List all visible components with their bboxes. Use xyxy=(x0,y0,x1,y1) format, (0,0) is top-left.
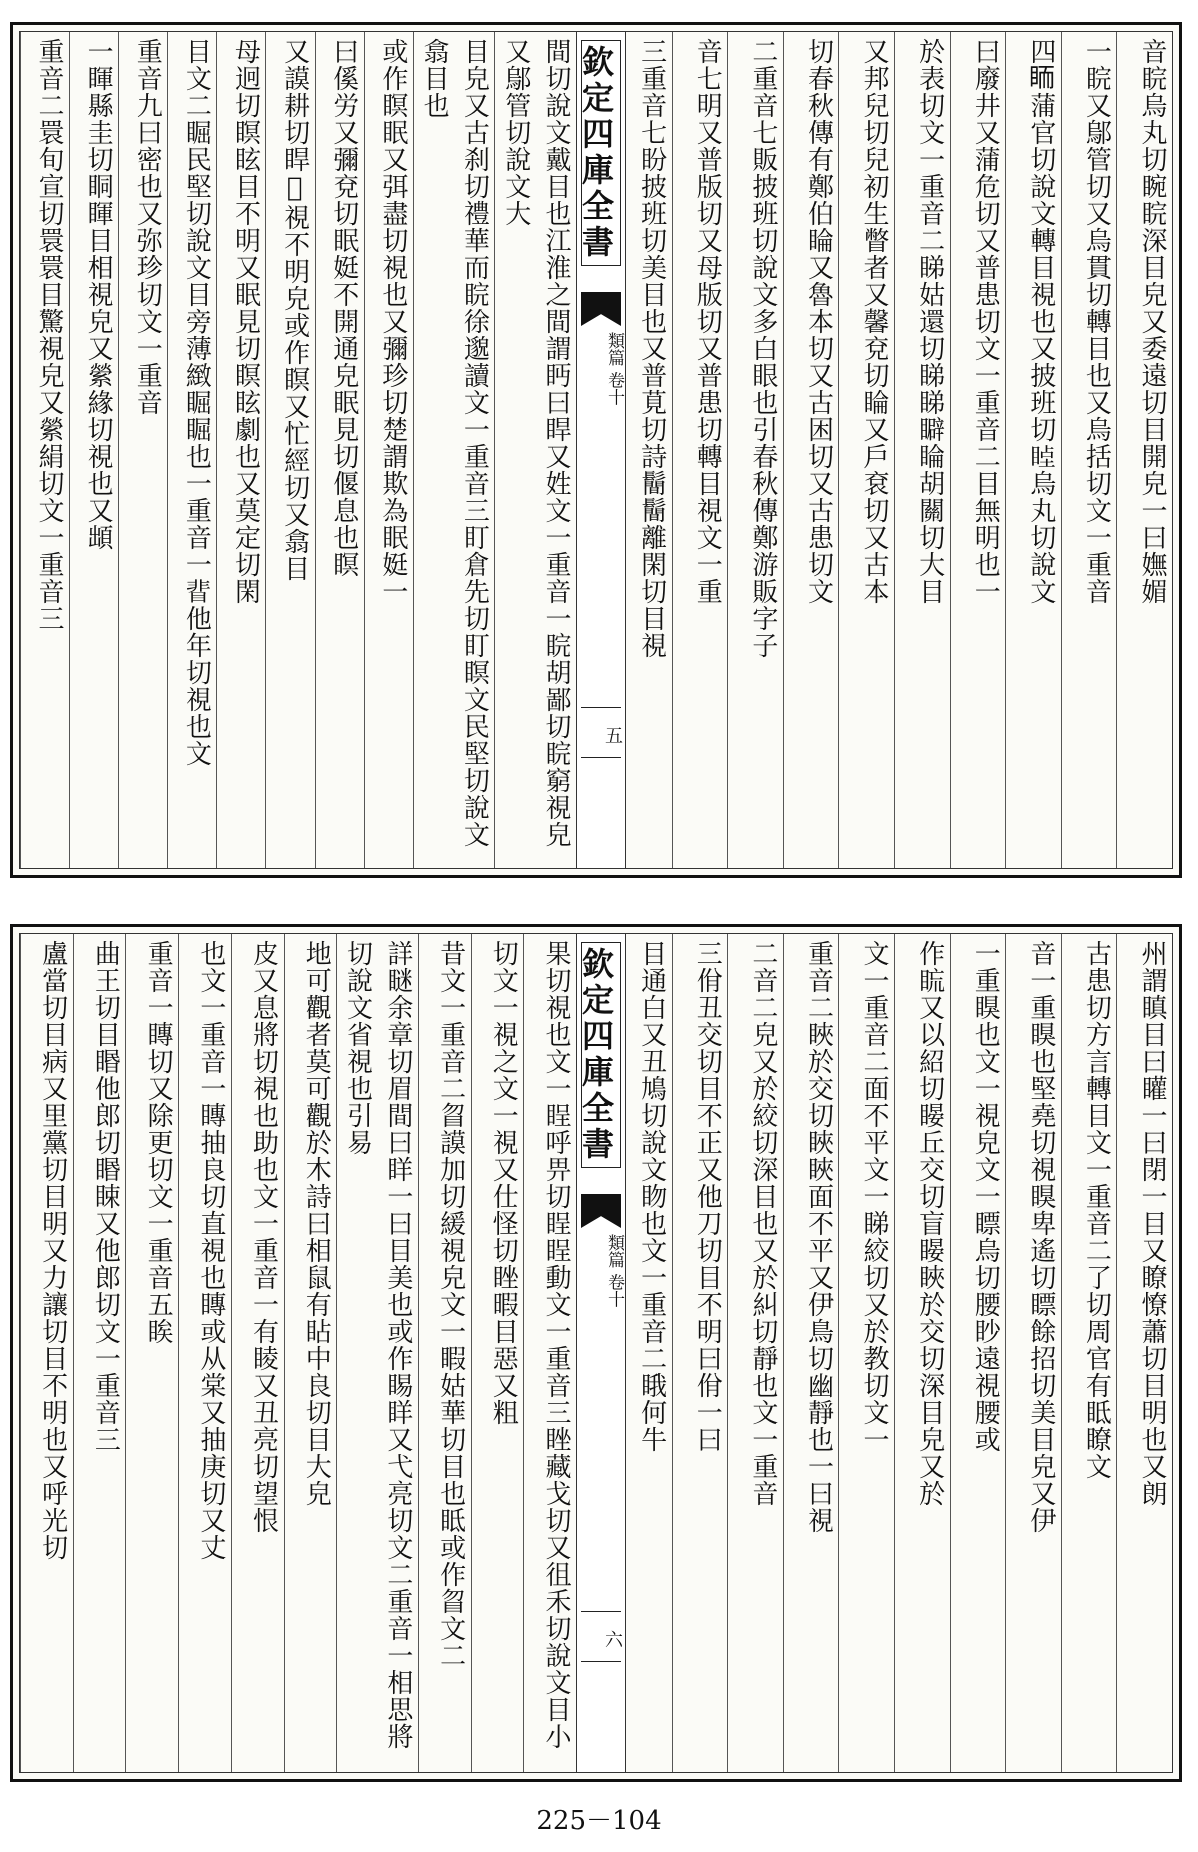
text-column: 音一重瞁也堅堯切視瞁卑遙切瞟餘招切美目皃又伊 xyxy=(1005,934,1061,1772)
text-column: 古患切方言轉目文一重音二了切周官有眡瞭文 xyxy=(1061,934,1117,1772)
text-column: 二重音七販披班切說文多白眼也引春秋傳鄭游販字子 xyxy=(727,32,783,868)
text-column: 目通白又丑鳩切說文䀛也文一重音二睋何牛 xyxy=(616,934,672,1772)
text-column: 目文二𥇣民堅切說文目旁薄緻𥇣𥇣也一重音一𥇖他年切視也文 xyxy=(167,32,216,868)
text-column: 一重瞁也文一視皃文一瞟烏切腰眇遠視腰或 xyxy=(950,934,1006,1772)
text-column: 州謂瞋目曰矔一曰閉一目又瞭憭蕭切目明也又朗 xyxy=(1116,934,1172,1772)
text-column: 曰傒労又彌兗切眠娗不開通皃眠見切偃息也瞑 xyxy=(315,32,364,868)
text-column: 也文一重音一䁣抽良切直視也䁣或从棠又抽庚切又丈 xyxy=(178,934,231,1772)
text-column: 三重音七盼披班切美目也又普莧切詩鬝鬝離閑切目視 xyxy=(616,32,672,868)
spine-volume-number: 卷十 xyxy=(604,1273,624,1308)
text-column: 一睆又鄔管切又烏貫切轉目也又烏括切文一重音 xyxy=(1061,32,1117,868)
text-column: 音七明又普版切又母版切又普患切轉目視文一重 xyxy=(672,32,728,868)
text-column: 二音二皃又於絞切深目也又於糾切靜也文一重音 xyxy=(727,934,783,1772)
text-column: 一睴縣圭切眮睴目相視皃又縈緣切視也又䪼 xyxy=(69,32,118,868)
spine-title: 欽定四庫全書 xyxy=(581,40,621,266)
text-column: 音睆烏丸切睕睆深目皃又委遠切目開皃一曰嫵媚 xyxy=(1116,32,1172,868)
spine-rule xyxy=(581,757,621,758)
text-column: 重音九曰密也又弥珍切文一重音 xyxy=(118,32,167,868)
text-column: 昔文一重音二䀜謨加切緩視皃文一睱姑華切目也眡或作䀜文二 xyxy=(418,934,471,1772)
text-column: 母迥切瞑眩目不明又眠見切瞑眩劇也又莫定切閑 xyxy=(216,32,265,868)
text-column: 或作瞑眠又弭盡切視也又彌珍切楚謂欺為眠娗一 xyxy=(364,32,413,868)
spine-title: 欽定四庫全書 xyxy=(581,942,621,1168)
spine-rule xyxy=(581,1661,621,1662)
bottom-left-half xyxy=(20,934,576,1772)
top-page-frame xyxy=(19,31,1173,869)
spine-category: 類篇 xyxy=(604,1234,624,1268)
text-column: 間切說文戴目也江淮之間謂眄曰睅又姓文一重音一睆胡鄙切睆窮視皃又鄔管切說文大 xyxy=(494,32,576,868)
text-column: 於表切文一重音二睇姑還切睇睇䁹睔胡關切大目 xyxy=(894,32,950,868)
text-column: 詳瞇余章切眉間曰眻一曰目美也或作睗眻又弋亮切文二重音一相思將切說文省視也引易 xyxy=(336,934,418,1772)
text-column: 切文一視之文一視又仕怪切睉暇目惡又粗 xyxy=(471,934,524,1772)
page-number: 225－104 xyxy=(536,1806,662,1836)
bottom-page-frame xyxy=(19,933,1173,1773)
folio-number: 六 xyxy=(602,1630,623,1648)
text-column: 三佾丑交切目不正又他刀切目不明曰佾一曰 xyxy=(672,934,728,1772)
spine-volume xyxy=(577,332,625,405)
text-column: 盧當切目病又里黨切目明又力讓切目不明也又呼光切 xyxy=(20,934,73,1772)
text-column: 四𥅡蒲官切說文轉目視也又披班切𥇞烏丸切說文 xyxy=(1005,32,1061,868)
text-column: 又邦兒切兒初生瞥者又馨兗切睔又戶袞切又古本 xyxy=(838,32,894,868)
fish-tail-mark-icon xyxy=(581,1194,621,1228)
text-column: 果切視也文一睈呼畀切睈睈動文一重音三睉藏戈切又徂禾切說文目小 xyxy=(523,934,576,1772)
text-column: 又謨耕切睅𧡧視不明皃或作瞑又忙經切又翕目 xyxy=(265,32,314,868)
text-column: 皮又息將切視也助也文一重音一有睖又丑亮切望恨 xyxy=(231,934,284,1772)
spine-volume-number: 卷十 xyxy=(604,371,624,406)
folio-number: 五 xyxy=(602,726,623,744)
text-column: 切春秋傳有鄭伯睔又魯本切又古困切又古患切文 xyxy=(783,32,839,868)
text-column: 文一重音二面不平文一睇絞切又於教切文一 xyxy=(838,934,894,1772)
spine-rule xyxy=(581,1611,621,1612)
spine-rule xyxy=(581,707,621,708)
top-left-half xyxy=(20,32,576,868)
spine-category: 類篇 xyxy=(604,332,624,366)
top-page xyxy=(10,22,1182,878)
text-column: 曲王切目䁕他郎切䁕䀳又他郎切文一重音三 xyxy=(73,934,126,1772)
bottom-spine xyxy=(576,934,626,1772)
text-column: 重音二䀹於交切䀹䀹面不平又伊鳥切幽靜也一曰視 xyxy=(783,934,839,1772)
text-column: 重音一䁣切又除更切文一重音五䀵 xyxy=(125,934,178,1772)
bottom-right-half xyxy=(616,934,1172,1772)
fish-tail-mark-icon xyxy=(581,292,621,326)
spine-volume xyxy=(577,1234,625,1307)
top-right-half xyxy=(616,32,1172,868)
text-column: 作䀮又以紹切䁙丘交切盲䁙䀹於交切深目皃又於 xyxy=(894,934,950,1772)
text-column: 重音二睘旬宣切睘睘目驚視皃又縈絹切文一重音三 xyxy=(20,32,69,868)
text-column: 地可觀者莫可觀於木詩曰相鼠有䀡中良切目大皃 xyxy=(284,934,337,1772)
text-column: 曰廢井又蒲危切又普患切文一重音二目無明也一 xyxy=(950,32,1006,868)
top-spine xyxy=(576,32,626,868)
text-column: 目皃又古刹切禮華而睆徐邈讀文一重音三盯倉先切盯瞑文民堅切說文翕目也 xyxy=(413,32,495,868)
bottom-page xyxy=(10,924,1182,1782)
